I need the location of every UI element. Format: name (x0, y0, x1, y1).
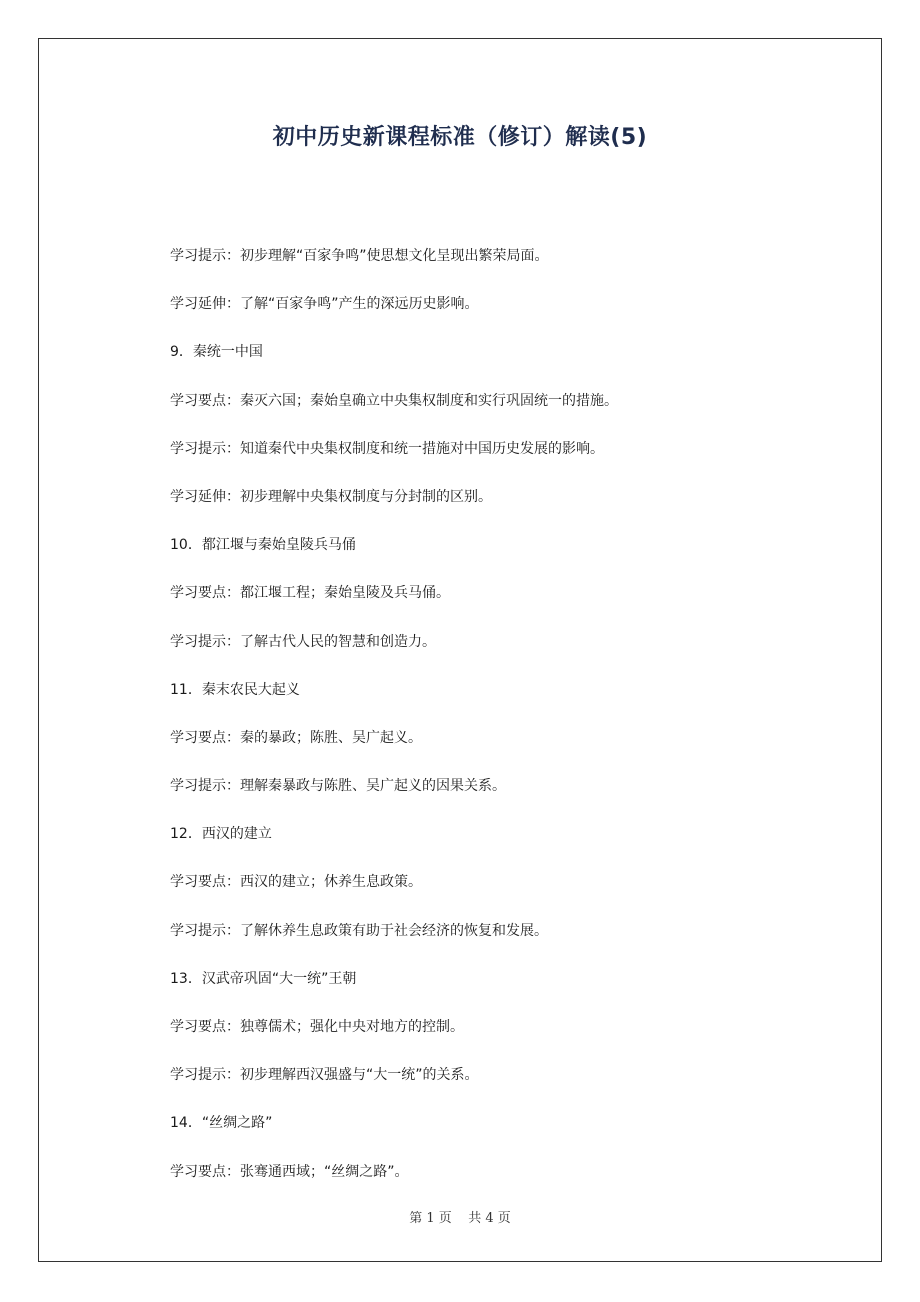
document-body (170, 246, 810, 1210)
text-line: 学习提示：知道秦代中央集权制度和统一措施对中国历史发展的影响。 (170, 440, 604, 457)
text-line: 学习提示：了解休养生息政策有助于社会经济的恢复和发展。 (170, 922, 548, 939)
text-line: 学习提示：初步理解“百家争鸣”使思想文化呈现出繁荣局面。 (170, 248, 549, 264)
text-line: 学习延伸：初步理解中央集权制度与分封制的区别。 (170, 488, 492, 505)
section-heading: 12．西汉的建立 (170, 826, 272, 843)
page-number: 第 1 页 共 4 页 (409, 1211, 511, 1226)
text-line: 学习要点：独尊儒术；强化中央对地方的控制。 (170, 1019, 464, 1035)
document-title: 初中历史新课程标准（修订）解读(5) (272, 125, 648, 150)
text-line: 学习延伸：了解“百家争鸣”产生的深远历史影响。 (170, 296, 479, 313)
text-line: 学习要点：都江堰工程；秦始皇陵及兵马俑。 (170, 585, 450, 602)
section-heading: 10．都江堰与秦始皇陵兵马俑 (170, 537, 356, 554)
section-heading: 9．秦统一中国 (170, 344, 263, 361)
section-heading: 11．秦末农民大起义 (170, 681, 300, 698)
text-line: 学习提示：了解古代人民的智慧和创造力。 (170, 633, 436, 650)
text-line: 学习要点：西汉的建立；休养生息政策。 (170, 874, 422, 891)
text-line: 学习要点：秦的暴政；陈胜、吴广起义。 (170, 729, 422, 746)
text-line: 学习提示：理解秦暴政与陈胜、吴广起义的因果关系。 (170, 778, 506, 795)
page-footer (0, 1207, 920, 1226)
text-line: 学习提示：初步理解西汉强盛与“大一统”的关系。 (170, 1067, 479, 1084)
text-line: 学习要点：秦灭六国；秦始皇确立中央集权制度和实行巩固统一的措施。 (170, 392, 618, 409)
section-heading: 13．汉武帝巩固“大一统”王朝 (170, 970, 357, 987)
section-heading: 14．“丝绸之路” (170, 1115, 273, 1132)
text-line: 学习要点：张骞通西域；“丝绸之路”。 (170, 1163, 409, 1180)
